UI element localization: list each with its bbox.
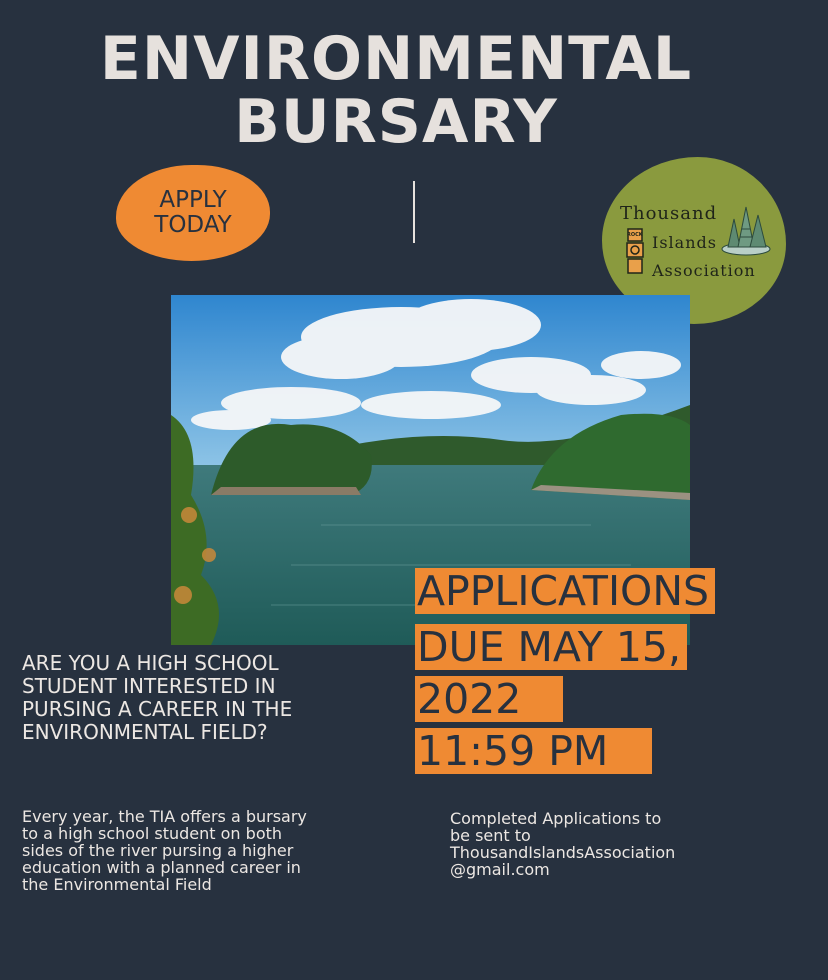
apply-today-badge [116,165,270,261]
deadline-line-1: APPLICATIONS [415,568,715,614]
eligibility-question: ARE YOU A HIGH SCHOOL STUDENT INTERESTED IN PURSING A CAREER IN THE ENVIRONMENTAL FIELD? [22,651,293,744]
submission-instructions [450,810,790,878]
submission-line-4: @gmail.com [450,860,550,879]
submission-line-1: Completed Applications to [450,809,662,828]
deadline-line-2: DUE MAY 15, [415,624,687,670]
submission-line-2: be sent to [450,826,531,845]
logo-word-thousand: Thousand [620,203,718,224]
logo-word-islands: Islands [652,233,717,252]
submission-line-3: ThousandIslandsAssociation [450,843,676,862]
page-title-line-1: ENVIRONMENTAL [99,24,693,94]
page-title-line-2: BURSARY [234,87,558,157]
island-trees-icon [720,199,772,257]
vertical-divider [413,181,415,243]
logo-word-association: Association [652,261,756,280]
bursary-description: Every year, the TIA offers a bursary to a high school student on both sides of the river pursing a higher education with a planned career in the Environmental Field [22,807,307,894]
deadline-line-3: 2022 [415,676,563,722]
apply-label: APPLY [159,186,227,213]
logo-rock-text: ROCK [627,232,643,238]
deadline-line-4: 11:59 PM [415,728,652,774]
today-label: TODAY [154,212,232,238]
